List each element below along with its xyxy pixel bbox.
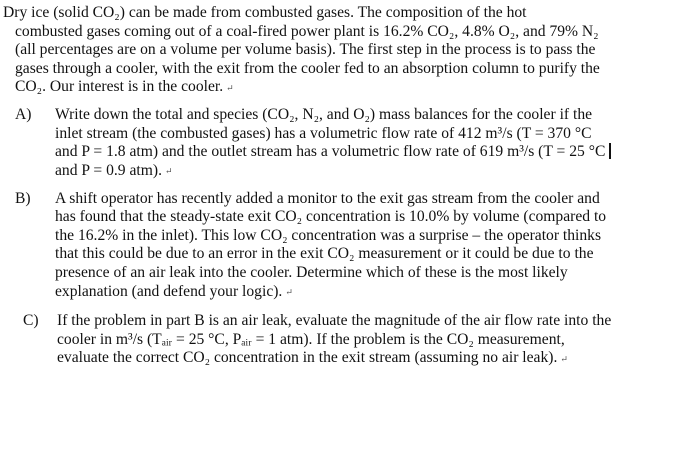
intro-line-1: Dry ice (solid CO₂) can be made from combusted gases. The composition of the hot xyxy=(3,4,527,21)
part-c-line-2: cooler in m³/s (Tₐᵢᵣ = 25 °C, Pₐᵢᵣ = 1 atm). If the problem is the CO₂ measurement, xyxy=(57,330,565,348)
part-b-label: B) xyxy=(15,189,31,207)
part-b-line-6: explanation (and defend your logic). xyxy=(55,282,283,300)
intro-line-5: CO₂. Our interest is in the cooler. xyxy=(15,78,224,96)
part-a-line-3-wrap xyxy=(55,143,695,162)
part-b-line-2: has found that the steady-state exit CO₂ concentration is 10.0% by volume (compared to xyxy=(55,208,607,226)
document-body xyxy=(3,4,695,368)
part-b-line-3: the 16.2% in the inlet). This low CO₂ concentration was a surprise – the operator thinks xyxy=(55,226,602,244)
part-a-line-3: and P = 1.8 atm) and the outlet stream has a volumetric flow rate of 619 m³/s (T = 25 °C xyxy=(55,143,606,161)
part-c-line-3: evaluate the correct CO₂ concentration in the exit stream (assuming no air leak). xyxy=(57,349,558,367)
part-a-line-4-wrap xyxy=(55,162,695,181)
part-c-label: C) xyxy=(23,312,39,330)
part-b xyxy=(15,190,695,302)
part-b-line-1: A shift operator has recently added a monitor to the exit gas stream from the cooler and xyxy=(55,189,600,207)
intro-line-4: gases through a cooler, with the exit from the cooler fed to an absorption column to purify the xyxy=(15,59,600,77)
paragraph-mark-icon: ↵ xyxy=(164,166,173,176)
part-a-line-4: and P = 0.9 atm). xyxy=(55,161,162,179)
intro-paragraph xyxy=(3,4,695,97)
part-c xyxy=(23,312,695,368)
part-a-label: A) xyxy=(15,106,32,124)
paragraph-mark-icon: ↵ xyxy=(560,353,568,364)
part-c-line-3-wrap xyxy=(57,349,695,368)
part-a-line-1: Write down the total and species (CO₂, N₂, and O₂) mass balances for the cooler if the xyxy=(55,106,593,124)
part-c-line-1: If the problem in part B is an air leak, evaluate the magnitude of the air flow rate into the xyxy=(57,312,612,330)
paragraph-mark-icon: ↵ xyxy=(285,286,293,297)
paragraph-mark-icon: ↵ xyxy=(226,82,234,93)
part-b-line-6-wrap xyxy=(55,283,695,302)
part-b-line-4: that this could be due to an error in the exit CO₂ measurement or it could be due to the xyxy=(55,245,594,263)
intro-line-5-wrap xyxy=(15,78,695,97)
intro-line-2: combusted gases coming out of a coal-fired power plant is 16.2% CO₂, 4.8% O₂, and 79% N₂ xyxy=(15,22,599,40)
part-b-line-5: presence of an air leak into the cooler. Determine which of these is the most likely xyxy=(55,263,568,281)
part-a xyxy=(15,106,695,181)
text-cursor[interactable] xyxy=(609,143,611,159)
part-a-line-2: inlet stream (the combusted gases) has a volumetric flow rate of 412 m³/s (T = 370 °C xyxy=(55,124,592,142)
intro-line-3: (all percentages are on a volume per volume basis). The first step in the process is to pass the xyxy=(15,41,596,59)
